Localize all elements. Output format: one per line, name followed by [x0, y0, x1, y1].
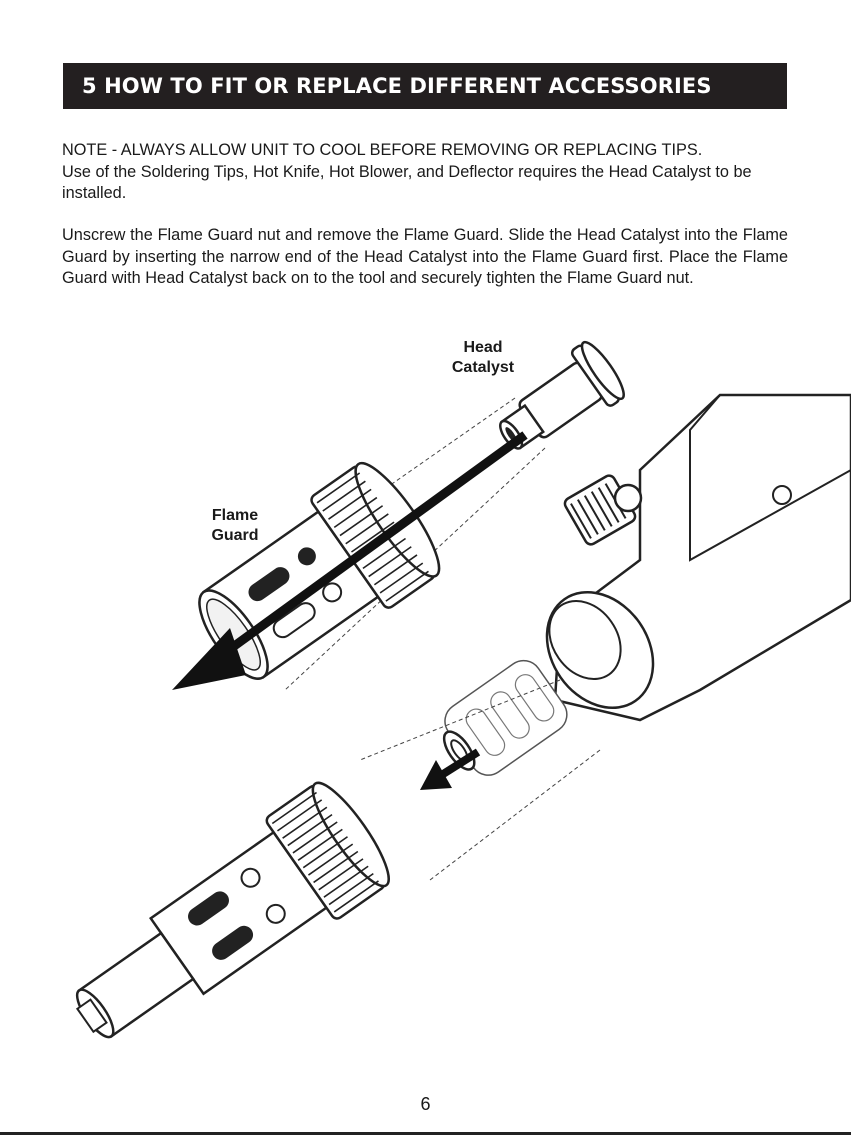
tool-body-drawing: [525, 395, 851, 728]
section-heading-text: 5 HOW TO FIT OR REPLACE DIFFERENT ACCESSORIES: [82, 74, 712, 98]
assembly-illustration: [0, 320, 851, 1080]
label-head-catalyst-line2: Catalyst: [451, 359, 515, 376]
note-detail: Use of the Soldering Tips, Hot Knife, Hot Blower, and Deflector requires the Head Catalyst to be installed.: [62, 162, 752, 202]
label-flame-guard-line1: Flame: [211, 507, 259, 524]
installed-flame-guard-drawing: [50, 774, 400, 1071]
page-number: 6: [420, 1094, 431, 1114]
label-head-catalyst: [443, 338, 523, 378]
assembly-diagram: [0, 320, 851, 1080]
label-flame-guard-line2: Guard: [211, 527, 259, 544]
note-paragraph: [62, 140, 788, 205]
label-head-catalyst-line1: Head: [463, 339, 503, 356]
insertion-arrow: [420, 752, 478, 790]
note-warning: NOTE - ALWAYS ALLOW UNIT TO COOL BEFORE REMOVING OR REPLACING TIPS.: [62, 141, 703, 159]
section-heading: [63, 63, 787, 109]
label-flame-guard: [195, 506, 275, 546]
instructions-paragraph: Unscrew the Flame Guard nut and remove the Flame Guard. Slide the Head Catalyst into the Flame Guard by inserting the narrow end of the Head Catalyst into the Flame Guard first. Place the Flame Guard with Head Catalyst back on to the tool and securely tighten the Flame Guard nut.: [62, 226, 788, 287]
